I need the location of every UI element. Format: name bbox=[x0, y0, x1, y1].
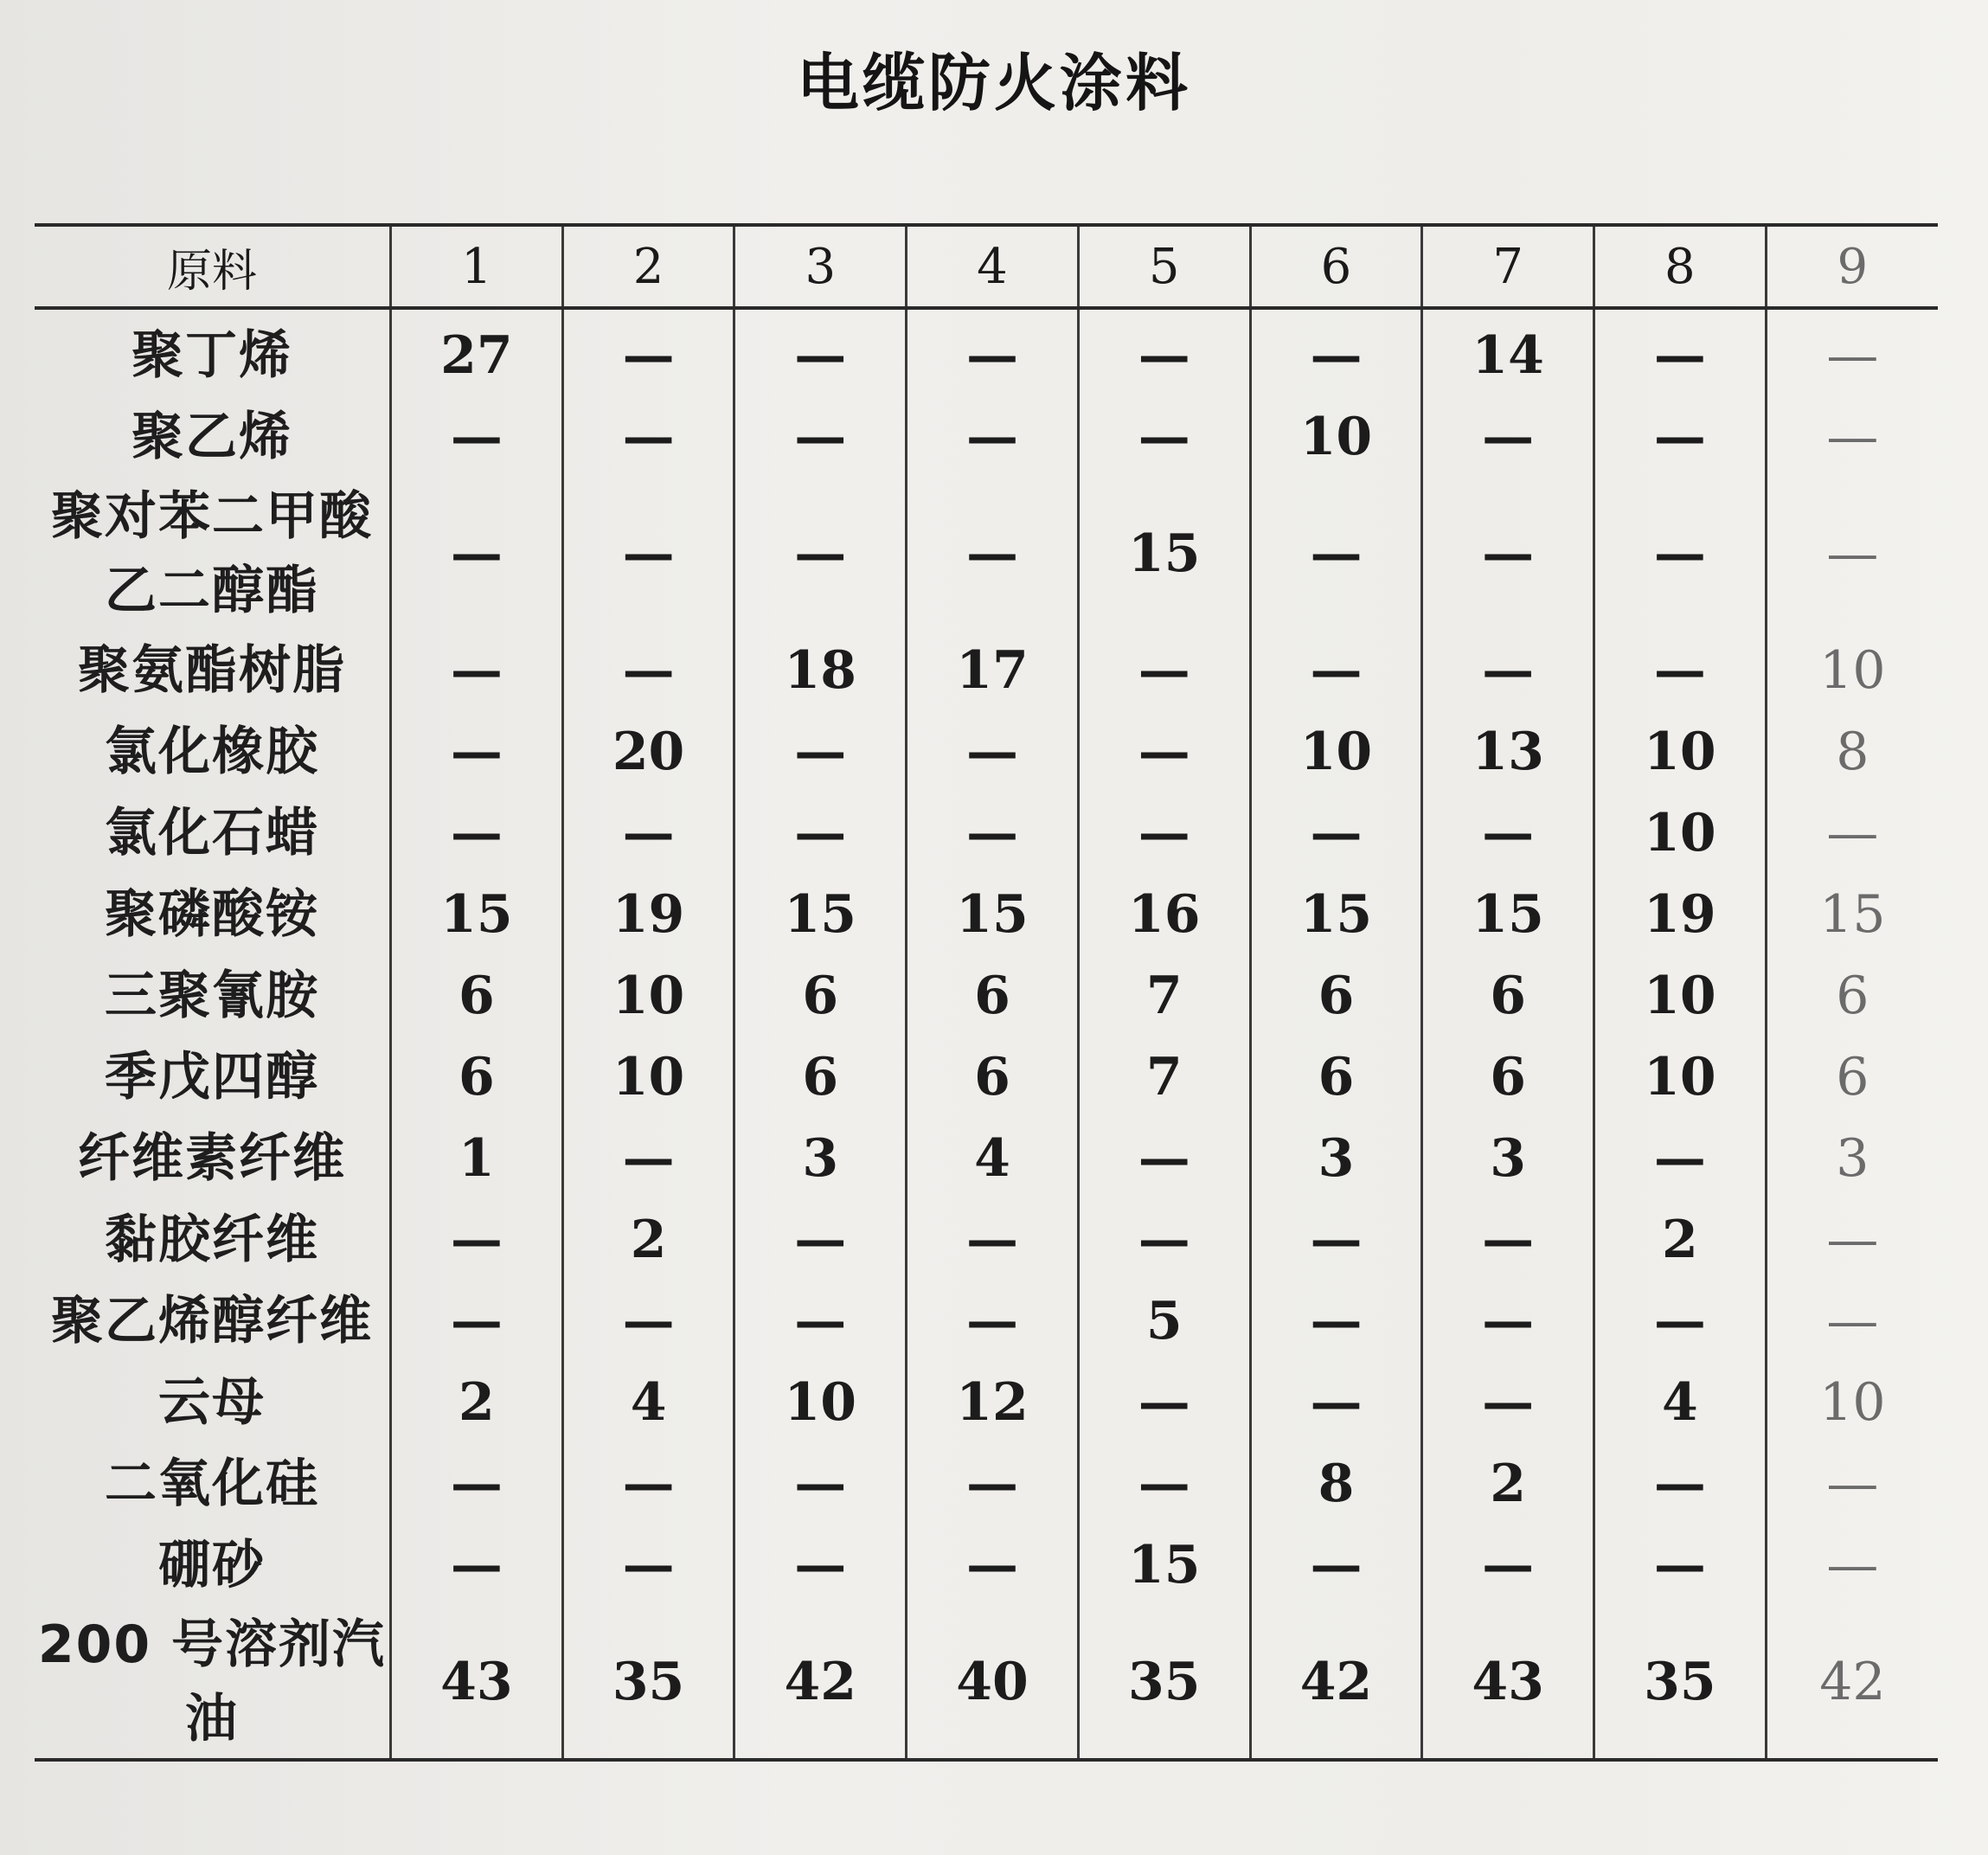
table-cell: 6 bbox=[1766, 955, 1938, 1037]
row-label: 纤维素纤维 bbox=[77, 1128, 346, 1189]
table-cell: 6 bbox=[1250, 1037, 1422, 1118]
header-col-5: 5 bbox=[1078, 225, 1250, 308]
table-cell: 3 bbox=[1250, 1118, 1422, 1199]
table-cell: — bbox=[1078, 1118, 1250, 1199]
row-label: 氯化橡胶 bbox=[104, 722, 319, 782]
table-cell: — bbox=[390, 396, 562, 478]
table-cell: — bbox=[734, 1281, 907, 1362]
table-cell: — bbox=[1594, 1524, 1767, 1606]
row-label: 三聚氰胺 bbox=[104, 966, 319, 1026]
table-cell: — bbox=[1594, 308, 1767, 396]
table-cell: — bbox=[734, 1524, 907, 1606]
table-cell: — bbox=[1250, 1281, 1422, 1362]
table-body bbox=[35, 308, 1938, 1760]
table-cell: — bbox=[390, 1443, 562, 1524]
table-row bbox=[35, 630, 1938, 711]
table-cell: 8 bbox=[1766, 711, 1938, 793]
table-cell: — bbox=[1594, 1281, 1767, 1362]
row-label: 200 号溶剂汽 油 bbox=[35, 1606, 390, 1760]
table-cell: — bbox=[1250, 630, 1422, 711]
table-cell: 6 bbox=[734, 955, 907, 1037]
table-cell: 6 bbox=[1422, 955, 1594, 1037]
table-cell: 15 bbox=[1078, 1524, 1250, 1606]
table-cell: — bbox=[1078, 630, 1250, 711]
table-cell: 10 bbox=[1594, 711, 1767, 793]
table-cell: — bbox=[1594, 396, 1767, 478]
table-row bbox=[35, 1118, 1938, 1199]
table-cell: 10 bbox=[1594, 1037, 1767, 1118]
header-col-1: 1 bbox=[390, 225, 562, 308]
table-cell: 6 bbox=[1766, 1037, 1938, 1118]
table-cell: 6 bbox=[390, 1037, 562, 1118]
table-cell: — bbox=[907, 1443, 1079, 1524]
table-cell: — bbox=[1594, 1443, 1767, 1524]
table-row bbox=[35, 793, 1938, 874]
table-cell: 35 bbox=[1078, 1606, 1250, 1760]
table-cell: 2 bbox=[1422, 1443, 1594, 1524]
table-cell: 20 bbox=[562, 711, 734, 793]
table-cell: 10 bbox=[562, 955, 734, 1037]
table-cell: — bbox=[1250, 793, 1422, 874]
table-cell: 42 bbox=[1250, 1606, 1422, 1760]
table-cell: 6 bbox=[734, 1037, 907, 1118]
table-cell: 10 bbox=[1250, 396, 1422, 478]
table-cell: 2 bbox=[562, 1199, 734, 1281]
row-label: 黏胶纤维 bbox=[104, 1210, 319, 1270]
table-row bbox=[35, 1524, 1938, 1606]
table-cell: — bbox=[734, 478, 907, 630]
row-label: 聚乙烯 bbox=[131, 407, 292, 467]
table-cell: 18 bbox=[734, 630, 907, 711]
table-row bbox=[35, 478, 1938, 630]
table-cell: 14 bbox=[1422, 308, 1594, 396]
table-cell: — bbox=[1594, 478, 1767, 630]
table-cell: 3 bbox=[1766, 1118, 1938, 1199]
header-raw-material: 原料 bbox=[35, 225, 390, 308]
table-cell: — bbox=[1766, 308, 1938, 396]
table-header-row bbox=[35, 225, 1938, 308]
table-cell: — bbox=[390, 630, 562, 711]
table-cell: — bbox=[734, 1199, 907, 1281]
table-row bbox=[35, 1606, 1938, 1760]
table-cell: — bbox=[1422, 1362, 1594, 1443]
table-cell: — bbox=[1078, 793, 1250, 874]
row-label: 季戊四醇 bbox=[104, 1047, 319, 1107]
table-cell: 2 bbox=[390, 1362, 562, 1443]
table-cell: 15 bbox=[1422, 874, 1594, 955]
table-cell: 10 bbox=[562, 1037, 734, 1118]
table-cell: — bbox=[1250, 478, 1422, 630]
table-cell: — bbox=[1422, 1281, 1594, 1362]
table-cell: — bbox=[907, 308, 1079, 396]
row-label: 聚乙烯醇纤维 bbox=[50, 1291, 373, 1351]
table-row bbox=[35, 1443, 1938, 1524]
table-cell: — bbox=[562, 1443, 734, 1524]
table-row bbox=[35, 1199, 1938, 1281]
table-cell: 6 bbox=[907, 1037, 1079, 1118]
table-cell: — bbox=[1594, 1118, 1767, 1199]
table-cell: — bbox=[907, 1524, 1079, 1606]
table-cell: — bbox=[907, 1281, 1079, 1362]
table-cell: — bbox=[390, 793, 562, 874]
table-row bbox=[35, 1281, 1938, 1362]
table-cell: — bbox=[1078, 711, 1250, 793]
table-cell: 3 bbox=[734, 1118, 907, 1199]
table-cell: — bbox=[562, 793, 734, 874]
table-row bbox=[35, 396, 1938, 478]
table-cell: — bbox=[734, 711, 907, 793]
table-cell: 7 bbox=[1078, 1037, 1250, 1118]
table-cell: — bbox=[1594, 630, 1767, 711]
table-cell: 10 bbox=[1766, 630, 1938, 711]
table-cell: 5 bbox=[1078, 1281, 1250, 1362]
table-cell: — bbox=[1250, 308, 1422, 396]
table-cell: 10 bbox=[1594, 955, 1767, 1037]
table-cell: 19 bbox=[562, 874, 734, 955]
table-cell: 4 bbox=[907, 1118, 1079, 1199]
table-row bbox=[35, 1037, 1938, 1118]
table-cell: — bbox=[1078, 1362, 1250, 1443]
table-cell: — bbox=[1422, 396, 1594, 478]
table-cell: — bbox=[1078, 396, 1250, 478]
table-cell: 15 bbox=[1766, 874, 1938, 955]
header-col-9: 9 bbox=[1766, 225, 1938, 308]
table-cell: 15 bbox=[907, 874, 1079, 955]
table-cell: 10 bbox=[1594, 793, 1767, 874]
header-col-4: 4 bbox=[907, 225, 1079, 308]
table-row bbox=[35, 308, 1938, 396]
table-row bbox=[35, 711, 1938, 793]
table-cell: 43 bbox=[390, 1606, 562, 1760]
table-cell: 15 bbox=[734, 874, 907, 955]
header-col-3: 3 bbox=[734, 225, 907, 308]
table-cell: — bbox=[1422, 793, 1594, 874]
table-cell: 17 bbox=[907, 630, 1079, 711]
table-cell: — bbox=[1766, 1443, 1938, 1524]
table-cell: — bbox=[562, 1118, 734, 1199]
table-cell: 10 bbox=[734, 1362, 907, 1443]
row-label: 聚丁烯 bbox=[131, 325, 292, 386]
table-cell: — bbox=[1250, 1362, 1422, 1443]
table-cell: — bbox=[562, 396, 734, 478]
header-col-6: 6 bbox=[1250, 225, 1422, 308]
formulation-table bbox=[35, 223, 1938, 1762]
row-label: 聚磷酸铵 bbox=[104, 884, 319, 945]
row-label: 氯化石蜡 bbox=[104, 803, 319, 863]
table-cell: 8 bbox=[1250, 1443, 1422, 1524]
table-cell: — bbox=[1766, 793, 1938, 874]
table-cell: — bbox=[734, 793, 907, 874]
table-cell: 43 bbox=[1422, 1606, 1594, 1760]
table-cell: 42 bbox=[1766, 1606, 1938, 1760]
table-cell: 6 bbox=[1422, 1037, 1594, 1118]
table-row bbox=[35, 955, 1938, 1037]
table-cell: 15 bbox=[1078, 478, 1250, 630]
table-cell: — bbox=[1078, 1199, 1250, 1281]
document-title: 电缆防火涂料 bbox=[796, 47, 1191, 119]
table-cell: — bbox=[1766, 396, 1938, 478]
table-cell: 15 bbox=[390, 874, 562, 955]
table-cell: 10 bbox=[1766, 1362, 1938, 1443]
table-cell: — bbox=[734, 1443, 907, 1524]
table-cell: 7 bbox=[1078, 955, 1250, 1037]
table-cell: — bbox=[907, 711, 1079, 793]
table-row bbox=[35, 1362, 1938, 1443]
table-cell: 2 bbox=[1594, 1199, 1767, 1281]
table-cell: 4 bbox=[562, 1362, 734, 1443]
table-cell: 4 bbox=[1594, 1362, 1767, 1443]
header-col-2: 2 bbox=[562, 225, 734, 308]
row-label: 二氧化硅 bbox=[104, 1454, 319, 1514]
table-cell: 16 bbox=[1078, 874, 1250, 955]
table-cell: — bbox=[390, 1199, 562, 1281]
table-cell: — bbox=[907, 478, 1079, 630]
table-cell: — bbox=[1422, 478, 1594, 630]
table-cell: — bbox=[1250, 1199, 1422, 1281]
table-cell: 27 bbox=[390, 308, 562, 396]
table-cell: — bbox=[1078, 1443, 1250, 1524]
row-label: 聚对苯二甲酸 乙二醇酯 bbox=[50, 486, 373, 621]
table-cell: 6 bbox=[390, 955, 562, 1037]
table-cell: 42 bbox=[734, 1606, 907, 1760]
table-cell: 40 bbox=[907, 1606, 1079, 1760]
header-col-8: 8 bbox=[1594, 225, 1767, 308]
table-cell: 35 bbox=[1594, 1606, 1767, 1760]
table-cell: — bbox=[1422, 1524, 1594, 1606]
table-cell: 12 bbox=[907, 1362, 1079, 1443]
table-cell: — bbox=[562, 478, 734, 630]
table-cell: 1 bbox=[390, 1118, 562, 1199]
table-cell: 6 bbox=[1250, 955, 1422, 1037]
header-col-7: 7 bbox=[1422, 225, 1594, 308]
table-cell: 15 bbox=[1250, 874, 1422, 955]
table-cell: — bbox=[734, 396, 907, 478]
table-cell: 6 bbox=[907, 955, 1079, 1037]
table-cell: 3 bbox=[1422, 1118, 1594, 1199]
table-cell: — bbox=[1766, 1524, 1938, 1606]
table-cell: — bbox=[562, 308, 734, 396]
row-label: 云母 bbox=[157, 1372, 266, 1433]
table-cell: 35 bbox=[562, 1606, 734, 1760]
table-cell: 13 bbox=[1422, 711, 1594, 793]
table-cell: — bbox=[734, 308, 907, 396]
table-cell: — bbox=[390, 478, 562, 630]
table-cell: — bbox=[907, 396, 1079, 478]
table-cell: — bbox=[562, 1281, 734, 1362]
table-cell: 10 bbox=[1250, 711, 1422, 793]
table-cell: — bbox=[1422, 630, 1594, 711]
table-cell: — bbox=[390, 1524, 562, 1606]
table-cell: — bbox=[562, 630, 734, 711]
table-cell: — bbox=[390, 711, 562, 793]
table-cell: — bbox=[390, 1281, 562, 1362]
table-cell: — bbox=[1766, 478, 1938, 630]
table-row bbox=[35, 874, 1938, 955]
table-cell: — bbox=[907, 793, 1079, 874]
table-cell: — bbox=[1250, 1524, 1422, 1606]
row-label: 硼砂 bbox=[157, 1535, 266, 1595]
table-cell: 19 bbox=[1594, 874, 1767, 955]
table-cell: — bbox=[562, 1524, 734, 1606]
table-cell: — bbox=[1078, 308, 1250, 396]
table-cell: — bbox=[907, 1199, 1079, 1281]
row-label: 聚氨酯树脂 bbox=[77, 640, 346, 701]
table-cell: — bbox=[1766, 1281, 1938, 1362]
table-cell: — bbox=[1422, 1199, 1594, 1281]
table-cell: — bbox=[1766, 1199, 1938, 1281]
